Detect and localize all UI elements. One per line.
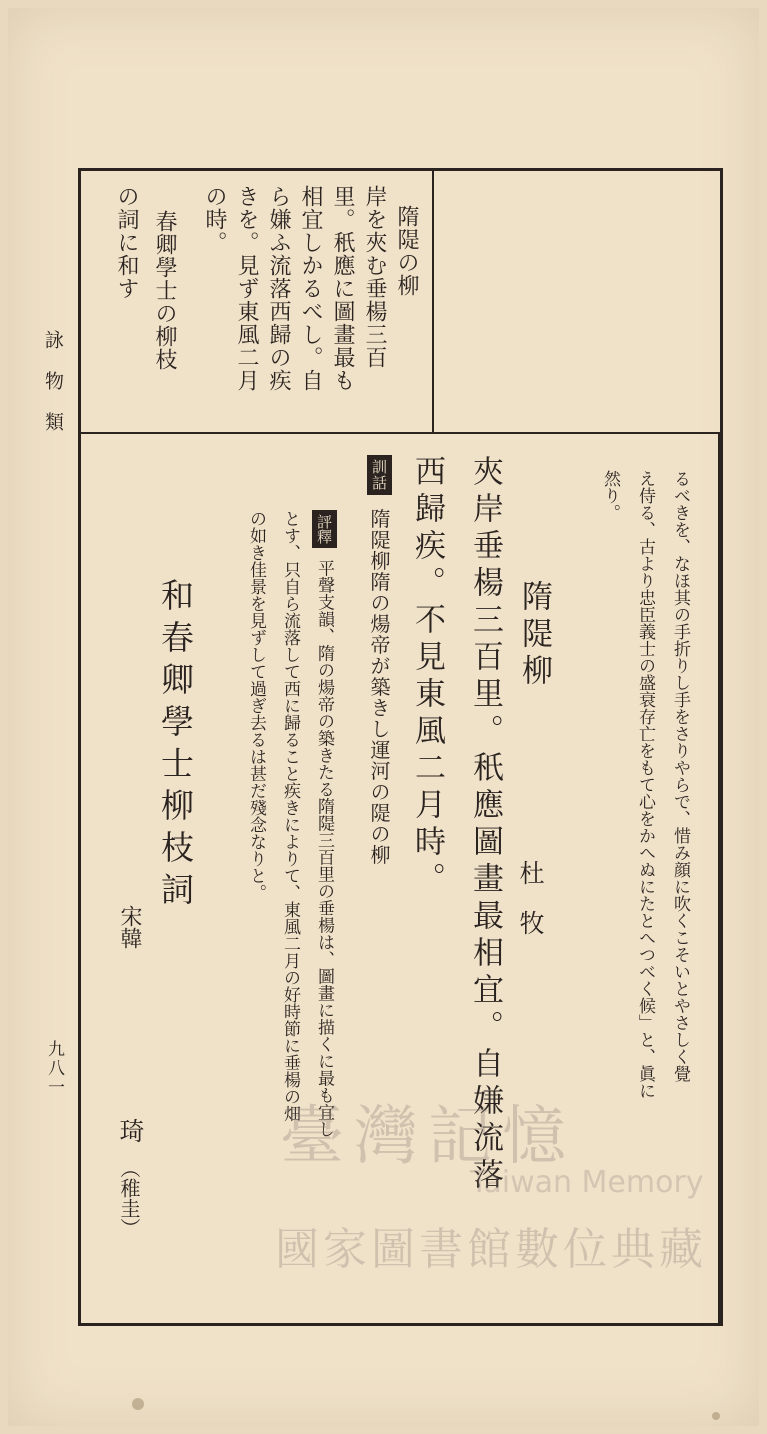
poem2-dynasty: 宋韓 — [117, 905, 142, 949]
kundoku-text: 隋隄柳隋の煬帝が築きし運河の隄の柳 — [367, 508, 391, 866]
section-divider — [78, 432, 723, 434]
poem-line-2: 西歸疾。不見東風二月時。 — [409, 455, 445, 899]
reading-line-8: の詞に和す — [114, 185, 139, 300]
commentary-line-3: の如き佳景を見ずして過ぎ去るは甚だ殘念なりと。 — [246, 510, 266, 901]
watermark-chinese: 國家圖書館數位典藏 — [275, 1224, 707, 1275]
reading-line-4: ら嫌ふ流落西歸の疾 — [266, 185, 291, 392]
reading-line-5: きを。見ず東風二月 — [234, 185, 259, 392]
commentary-label: 評釋 — [312, 510, 337, 548]
commentary-line-1: 平聲支韻、隋の煬帝の築きたる隋隄三百里の垂楊は、圖畫に描くに最も宜し — [314, 559, 334, 1138]
column-divider — [432, 170, 434, 432]
poem2-title: 和春卿學士柳枝詞 — [156, 578, 195, 914]
reading-line-7: 春卿學士の柳枝 — [152, 210, 177, 371]
running-title: 詠物類 — [42, 330, 64, 453]
poem-line-1: 夾岸垂楊三百里。秖應圖畫最相宜。自嫌流落 — [467, 455, 503, 1195]
reading-line-3: 相宜しかるべし。自 — [298, 185, 323, 392]
watermark-logo-text: 臺灣記憶 — [280, 1100, 576, 1174]
commentary-line-2: とす、只自ら流落して西に歸ること疾きによりて、東風二月の好時節に垂楊の畑 — [280, 510, 300, 1122]
paper-spot — [712, 1412, 720, 1420]
commentary — [312, 510, 337, 1137]
paper-spot — [132, 1398, 144, 1410]
reading-title: 隋隄の柳 — [394, 205, 419, 297]
watermark-english: Taiwan Memory — [470, 1165, 704, 1200]
poem2-name: 琦 — [116, 1118, 145, 1143]
reading-line-2: 里。秖應に圖畫最も — [330, 185, 355, 392]
continuation-line-2: え侍る、古より忠臣義士の盛衰存亡をもて心をかへぬにたとへつべく候」と、眞に — [635, 470, 655, 1099]
poem2-zi: （稚圭） — [117, 1158, 141, 1238]
kundoku-note — [365, 455, 394, 865]
continuation-line-3: 然り。 — [600, 470, 620, 521]
reading-line-6: の時。 — [202, 185, 227, 254]
page-number: 九八一 — [44, 1040, 64, 1097]
poem-author: 杜 牧 — [516, 860, 545, 935]
frame-inner-border — [718, 432, 720, 1326]
kundoku-label: 訓話 — [367, 455, 392, 495]
poem-title: 隋隄柳 — [516, 580, 552, 691]
continuation-line-1: るべきを、なほ其の手折りし手をさりやらで、惜み顔に吹くこそいとやさしく覺 — [670, 470, 690, 1082]
reading-line-1: 岸を夾む垂楊三百 — [362, 185, 387, 369]
